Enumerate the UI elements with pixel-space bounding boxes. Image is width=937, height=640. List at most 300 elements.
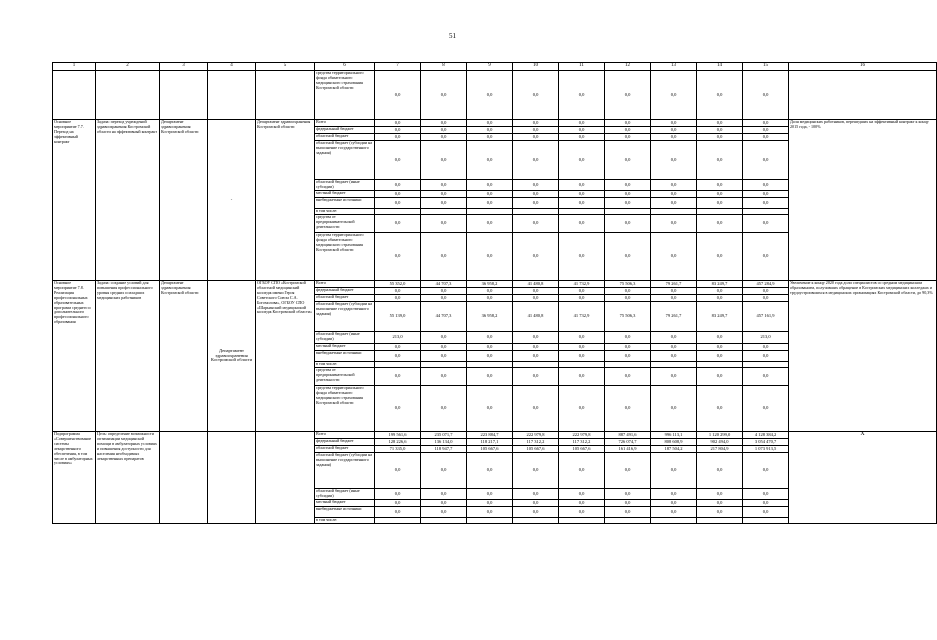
funding-value: 0,0 [513,489,559,500]
funding-value: 0,0 [467,134,513,141]
funding-value: 0,0 [467,120,513,127]
funding-value: 0,0 [651,332,697,344]
funding-value: 0,0 [513,134,559,141]
funding-value: 222 979,8 [559,432,605,439]
funding-value: 0,0 [421,141,467,180]
column-header: 16 [789,63,937,71]
funding-value: 0,0 [697,368,743,386]
funding-value: 0,0 [421,288,467,295]
funding-value: 0,0 [559,180,605,191]
funding-value: 161 416,9 [605,446,651,453]
funding-value: 0,0 [697,453,743,489]
funding-value: 0,0 [697,386,743,432]
funding-value: 41 480,8 [513,281,559,288]
funding-value: 0,0 [697,344,743,351]
funding-value: 0,0 [651,127,697,134]
funding-value: 105 667,6 [559,446,605,453]
co-executor: - [208,120,256,281]
funding-source: областной бюджет (субсидии на выполнение государственного задания) [315,453,375,489]
funding-value: 0,0 [743,191,789,198]
funding-value: 0,0 [513,215,559,233]
funding-value: 0,0 [743,141,789,180]
funding-value: 0,0 [559,233,605,281]
funding-value: 0,0 [743,368,789,386]
funding-value: 0,0 [605,141,651,180]
funding-value: 996 113,1 [651,432,697,439]
funding-value: 0,0 [421,198,467,209]
funding-value: 0,0 [467,295,513,302]
funding-value: 0,0 [513,127,559,134]
funding-value: 0,0 [467,453,513,489]
funding-value: 0,0 [467,288,513,295]
column-header: 12 [605,63,651,71]
funding-value: 0,0 [559,120,605,127]
funding-value: 457 161,9 [743,302,789,332]
funding-value: 0,0 [605,295,651,302]
funding-value [421,518,467,524]
funding-value: 0,0 [513,344,559,351]
column-header: 14 [697,63,743,71]
column-header: 4 [208,63,256,71]
indicator-empty [789,71,937,120]
funding-value: 0,0 [467,386,513,432]
funding-value: 0,0 [559,288,605,295]
funding-value: 41 732,9 [559,281,605,288]
funding-source: средства территориального фонда обязательного медицинского страхования Костромской области [315,233,375,281]
funding-value: 0,0 [559,453,605,489]
funding-value: 0,0 [513,288,559,295]
funding-value: 0,0 [375,180,421,191]
funding-value: 55 139,0 [375,302,421,332]
funding-source: федеральный бюджет [315,439,375,446]
funding-value: 0,0 [697,215,743,233]
funding-value [375,518,421,524]
funding-value: 117 312,2 [559,439,605,446]
funding-value: 0,0 [697,288,743,295]
funding-source: местный бюджет [315,500,375,507]
funding-value: 222 979,8 [513,432,559,439]
column-header: 8 [421,63,467,71]
funding-value: 0,0 [651,233,697,281]
participant: ОГБОУ СПО «Костромской областной медицинский колледж имени Героя Советского Союза С.А. Богомолова», ОГБОУ СПО «Шарьинский медицинский колледж Костромской области» [256,281,315,432]
funding-value: 0,0 [375,344,421,351]
funding-value: 0,0 [559,368,605,386]
cell-c2-empty [96,71,160,120]
funding-value: 0,0 [743,453,789,489]
funding-source: внебюджетные источники [315,507,375,518]
funding-value: 0,0 [513,180,559,191]
funding-value: 0,0 [651,507,697,518]
funding-value: 79 261,7 [651,281,697,288]
funding-value: 0,0 [605,368,651,386]
table-body [53,71,937,524]
funding-value: 0,0 [559,295,605,302]
funding-source: внебюджетные источники [315,351,375,362]
funding-value: 0,0 [421,215,467,233]
funding-value: 0,0 [559,215,605,233]
activity-task: Цель: определение возможности оптимизации медицинской помощи в амбулаторных условиях и повышения доступности для населения необходимых лекарственных препаратов [96,432,160,524]
funding-value: 0,0 [743,120,789,127]
funding-value: 0,0 [697,489,743,500]
funding-source: средства от предпринимательской деятельности [315,368,375,386]
funding-value: 0,0 [743,233,789,281]
funding-value: 0,0 [421,368,467,386]
funding-value: 0,0 [651,198,697,209]
activity-task: Задача: создание условий для повышения профессионального уровня средних и младших медицинских работников [96,281,160,432]
funding-value: 0,0 [375,191,421,198]
expected-result: Доля медицинских работников, перешедших на эффективный контракт к концу 2015 года, - 100% [789,120,937,281]
funding-value: 0,0 [743,500,789,507]
funding-value: 0,0 [375,500,421,507]
funding-source: Всего [315,120,375,127]
funding-value [743,518,789,524]
funding-value: 0,0 [559,191,605,198]
funding-value: 0,0 [421,233,467,281]
funding-value: 44 707,3 [421,281,467,288]
funding-value: 36 958,2 [467,302,513,332]
funding-value: 0,0 [697,134,743,141]
table-row [53,71,937,120]
funding-source: Всего [315,432,375,439]
funding-value: 0,0 [375,134,421,141]
funding-value: 0,0 [467,198,513,209]
funding-value: 213,0 [743,332,789,344]
funding-value: 0,0 [375,288,421,295]
funding-value: 0,0 [467,351,513,362]
funding-value: 0,0 [421,134,467,141]
funding-value: 0,0 [421,120,467,127]
funding-value: 0,0 [513,368,559,386]
funding-value: 0,0 [605,191,651,198]
funding-source: областной бюджет [315,295,375,302]
funding-value: 0,0 [605,500,651,507]
funding-value: 0,0 [375,453,421,489]
funding-value: 0,0 [697,233,743,281]
funding-source: в том числе: [315,362,375,368]
funding-value: 3 054 470,7 [743,439,789,446]
funding-value: 0,0 [375,368,421,386]
funding-value [467,518,513,524]
table-row [53,120,937,127]
budget-table [52,62,937,524]
funding-value: 0,0 [559,351,605,362]
funding-value: 4 128 384,2 [743,432,789,439]
funding-value: 0,0 [375,141,421,180]
funding-value: 0,0 [697,127,743,134]
funding-value: 0,0 [467,191,513,198]
funding-value: 726 074,7 [605,439,651,446]
funding-value: 0,0 [743,215,789,233]
funding-value: 235 071,7 [421,432,467,439]
column-header: 5 [256,63,315,71]
table-row [53,281,937,288]
funding-source: областной бюджет (субсидии на выполнение государственного задания) [315,141,375,180]
cell-c4-empty [208,71,256,120]
funding-value: 0,0 [559,127,605,134]
cell-c3-empty [160,71,208,120]
funding-value: 887 491,6 [605,432,651,439]
funding-value: 0,0 [651,120,697,127]
funding-value: 0,0 [697,120,743,127]
funding-value: 0,0 [651,368,697,386]
funding-value: 1 120 299,0 [697,432,743,439]
cell-c1-empty [53,71,96,120]
funding-source: областной бюджет [315,446,375,453]
funding-value: 0,0 [605,288,651,295]
funding-value: 105 667,6 [513,446,559,453]
funding-value: 0,0 [697,500,743,507]
funding-value: 213,0 [375,332,421,344]
funding-value: 0,0 [467,141,513,180]
funding-value: 0,0 [513,500,559,507]
funding-value: 136 134,0 [421,439,467,446]
funding-value: 0,0 [375,233,421,281]
participant [256,432,315,524]
funding-value: 0,0 [375,120,421,127]
funding-value: 0,0 [375,489,421,500]
funding-source: местный бюджет [315,191,375,198]
activity-name: Подпрограмма «Совершенствование системы лекарственного обеспечения, в том числе в амбулаторных условиях» [53,432,96,524]
co-executor [208,432,256,524]
funding-value: 0,0 [559,507,605,518]
funding-value: 0,0 [651,295,697,302]
funding-value: 0,0 [697,191,743,198]
funding-value: 0,0 [513,351,559,362]
funding-value: 0,0 [375,127,421,134]
funding-value: 0,0 [467,489,513,500]
activity-name: Основное мероприятие 7.8. Реализация профессиональных образовательных программ среднего и дополнительного профессионального образования [53,281,96,432]
funding-value: 83 249,7 [697,302,743,332]
funding-value: 0,0 [605,344,651,351]
funding-value: 0,0 [697,332,743,344]
funding-value: 0,0 [605,215,651,233]
funding-value: 0,0 [467,344,513,351]
funding-source: федеральный бюджет [315,127,375,134]
funding-value: 0,0 [743,344,789,351]
funding-value: 128 226,6 [375,439,421,446]
column-header: 6 [315,63,375,71]
funding-value: 217 804,9 [697,446,743,453]
funding-value: 0,0 [513,71,559,120]
funding-value: 71 335,0 [375,446,421,453]
funding-source: внебюджетные источники [315,198,375,209]
funding-value: 0,0 [605,233,651,281]
funding-value: 0,0 [421,127,467,134]
participant: Департамент здравоохранения Костромской области [256,120,315,281]
funding-source: областной бюджет (иные субсидии) [315,489,375,500]
funding-source: областной бюджет (иные субсидии) [315,180,375,191]
funding-value: 0,0 [467,127,513,134]
funding-value: 0,0 [513,386,559,432]
funding-value: 0,0 [421,453,467,489]
funding-value: 0,0 [651,134,697,141]
funding-value: 0,0 [651,344,697,351]
funding-value: 0,0 [605,71,651,120]
funding-value: 0,0 [697,507,743,518]
funding-source: областной бюджет [315,134,375,141]
funding-value: 0,0 [605,386,651,432]
funding-value: 0,0 [421,180,467,191]
funding-value: 0,0 [559,489,605,500]
column-header: 11 [559,63,605,71]
funding-value: 0,0 [375,386,421,432]
co-executor: Департамент здравоохранения Костромской области [208,281,256,432]
funding-value: 118 217,1 [467,439,513,446]
funding-source: федеральный бюджет [315,288,375,295]
funding-value: 0,0 [467,507,513,518]
column-header: 15 [743,63,789,71]
funding-value: 0,0 [513,191,559,198]
funding-value: 0,0 [375,198,421,209]
funding-value: 0,0 [651,351,697,362]
column-header: 3 [160,63,208,71]
funding-value: 187 504,2 [651,446,697,453]
column-header: 2 [96,63,160,71]
funding-value: 0,0 [697,141,743,180]
funding-value: 0,0 [467,180,513,191]
responsible-executor: Департамент здравоохранения Костромской области [160,120,208,281]
funding-value: 0,0 [559,500,605,507]
funding-value: 0,0 [421,191,467,198]
funding-value: 105 667,6 [467,446,513,453]
funding-value: 0,0 [467,215,513,233]
funding-value: 0,0 [651,288,697,295]
funding-value: 117 312,2 [513,439,559,446]
funding-value: 0,0 [651,453,697,489]
responsible-executor: Департамент здравоохранения Костромской области [160,281,208,432]
funding-value: 0,0 [605,489,651,500]
funding-value: 0,0 [743,134,789,141]
funding-value: 0,0 [421,386,467,432]
funding-value: 0,0 [513,198,559,209]
funding-value: 0,0 [513,332,559,344]
funding-value: 0,0 [605,332,651,344]
column-header: 10 [513,63,559,71]
funding-value: 0,0 [697,180,743,191]
funding-value: 199 561,6 [375,432,421,439]
funding-value: 36 958,2 [467,281,513,288]
funding-value: 0,0 [375,507,421,518]
funding-value: 0,0 [559,386,605,432]
funding-value: 0,0 [467,71,513,120]
funding-value [559,518,605,524]
funding-value: 1 073 913,5 [743,446,789,453]
funding-value: 79 261,7 [651,302,697,332]
funding-value: 41 480,8 [513,302,559,332]
funding-value: 0,0 [651,386,697,432]
funding-value: 0,0 [697,295,743,302]
funding-value: 0,0 [743,507,789,518]
funding-value: 0,0 [513,453,559,489]
funding-source: средства территориального фонда обязательного медицинского страхования Костромской области [315,386,375,432]
expected-result: Увеличение к концу 2020 года доли специалистов со средним медицинским образованием, получивших обращение в Костромских медицинских колледжах и трудоустроившихся в медицинских организациях Костромской области, до 90,3% [789,281,937,432]
funding-value: 0,0 [651,141,697,180]
funding-value: 0,0 [605,180,651,191]
column-header: 9 [467,63,513,71]
funding-value: 0,0 [651,500,697,507]
funding-value: 902 494,0 [697,439,743,446]
responsible-executor [160,432,208,524]
funding-value: 118 947,7 [421,446,467,453]
expected-result: X [789,432,937,524]
funding-source: средства территориального фонда обязательного медицинского страхования Костромской области [315,71,375,120]
funding-value: 0,0 [375,351,421,362]
funding-value: 0,0 [651,191,697,198]
cell-c5-empty [256,71,315,120]
activity-name: Основное мероприятие 7.7. Переход на эффективный контракт [53,120,96,281]
funding-value: 0,0 [421,489,467,500]
funding-value: 0,0 [421,344,467,351]
funding-value: 0,0 [421,500,467,507]
funding-value: 0,0 [513,120,559,127]
funding-value: 0,0 [743,489,789,500]
funding-value: 0,0 [513,507,559,518]
funding-value: 0,0 [743,295,789,302]
column-header: 13 [651,63,697,71]
funding-value: 75 506,3 [605,302,651,332]
funding-value: 41 732,9 [559,302,605,332]
funding-value: 0,0 [467,332,513,344]
funding-value: 0,0 [467,368,513,386]
funding-value: 808 608,9 [651,439,697,446]
funding-value: 0,0 [697,71,743,120]
funding-value: 0,0 [651,215,697,233]
funding-value: 0,0 [651,489,697,500]
activity-task: Задача: переход учреждений здравоохранения Костромской области на эффективный контракт [96,120,160,281]
funding-value: 0,0 [743,198,789,209]
funding-value: 0,0 [697,198,743,209]
funding-value: 0,0 [375,295,421,302]
funding-value: 83 249,7 [697,281,743,288]
funding-value: 0,0 [743,386,789,432]
funding-value: 0,0 [559,71,605,120]
funding-value: 0,0 [743,71,789,120]
funding-value: 0,0 [513,295,559,302]
funding-source: в том числе: [315,518,375,524]
funding-value: 0,0 [421,295,467,302]
funding-value [651,518,697,524]
funding-value: 0,0 [605,198,651,209]
funding-value: 0,0 [559,141,605,180]
funding-value: 0,0 [605,351,651,362]
funding-value [605,518,651,524]
table-row [53,432,937,439]
funding-value: 0,0 [743,351,789,362]
funding-value: 0,0 [559,332,605,344]
funding-value: 0,0 [605,127,651,134]
funding-value: 0,0 [651,180,697,191]
table-header [53,63,937,71]
funding-value: 0,0 [467,500,513,507]
funding-value: 0,0 [421,71,467,120]
funding-value: 0,0 [421,351,467,362]
funding-value: 0,0 [513,233,559,281]
funding-source: Всего [315,281,375,288]
funding-value: 0,0 [375,71,421,120]
funding-source: местный бюджет [315,344,375,351]
funding-value: 75 506,3 [605,281,651,288]
page-number: 51 [449,32,456,40]
funding-value: 0,0 [743,288,789,295]
funding-value: 457 284,9 [743,281,789,288]
funding-value: 0,0 [421,332,467,344]
funding-value: 0,0 [559,198,605,209]
funding-value: 0,0 [513,141,559,180]
funding-value: 44 707,3 [421,302,467,332]
funding-value: 55 352,0 [375,281,421,288]
funding-value: 0,0 [605,134,651,141]
funding-source: в том числе: [315,209,375,215]
